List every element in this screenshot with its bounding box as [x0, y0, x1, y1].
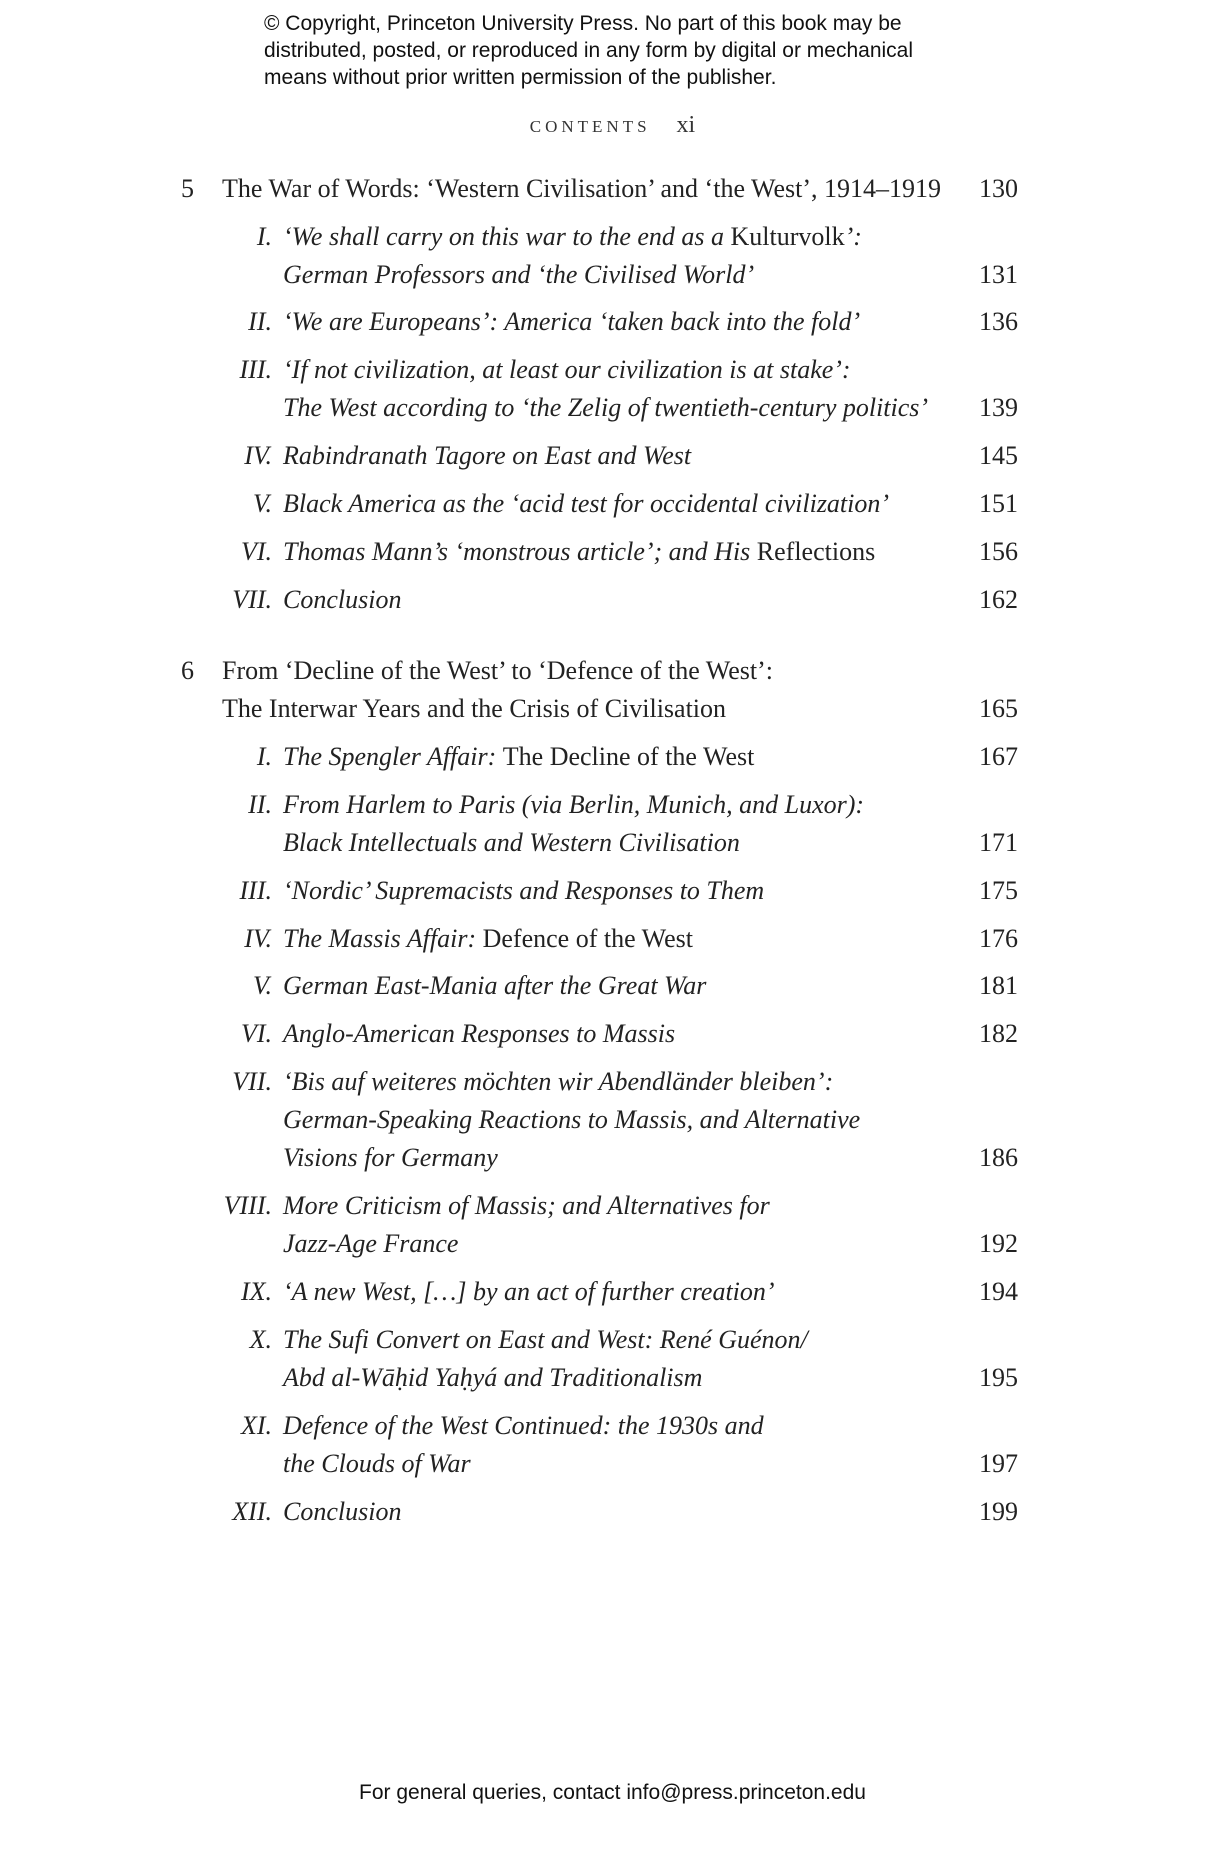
section-title-line: Jazz-Age France	[283, 1229, 459, 1258]
section-numeral: IX.	[240, 1277, 272, 1306]
section-title: ‘A new West, […] by an act of further creation’	[283, 1277, 775, 1306]
section-numeral: XI.	[240, 1411, 272, 1440]
section-title: Rabindranath Tagore on East and West	[283, 441, 692, 470]
section-title: Anglo-American Responses to Massis	[283, 1019, 676, 1048]
page-number: 136	[979, 307, 1018, 336]
page-number: 165	[979, 694, 1018, 723]
section-title-line: The Sufi Convert on East and West: René Guénon/	[283, 1325, 808, 1354]
section-numeral: V.	[252, 971, 272, 1000]
section-title: Conclusion	[283, 1497, 402, 1526]
section-numeral: VI.	[240, 537, 272, 566]
page-number: 195	[979, 1363, 1018, 1392]
section-title-line: From Harlem to Paris (via Berlin, Munich, and Luxor):	[283, 790, 865, 819]
chapter-title: The War of Words: ‘Western Civilisation’ and ‘the West’, 1914–1919	[222, 174, 942, 203]
section-numeral: VI.	[240, 1019, 272, 1048]
page-number: 175	[979, 876, 1018, 905]
chapter-title-line: From ‘Decline of the West’ to ‘Defence of the West’:	[222, 656, 774, 685]
section-title	[283, 920, 983, 958]
section-title	[283, 351, 983, 427]
section-numeral: V.	[252, 489, 272, 518]
section-numeral: XII.	[232, 1497, 272, 1526]
page-number: 197	[979, 1449, 1018, 1478]
section-title-line: ‘Bis auf weiteres möchten wir Abendländer bleiben’:	[283, 1067, 834, 1096]
section-title-text: Thomas Mann’s ‘monstrous article’; and His	[283, 537, 757, 566]
chapter-number: 6	[181, 656, 194, 685]
section-title	[283, 1407, 983, 1483]
section-title-upright: The Decline of the West	[502, 742, 755, 771]
section-numeral: X.	[249, 1325, 272, 1354]
section-numeral: II.	[248, 307, 272, 336]
section-title-upright: Kulturvolk	[730, 222, 845, 251]
section-title-upright: Defence of the West	[482, 924, 693, 953]
page-number: 194	[979, 1277, 1018, 1306]
section-numeral: VIII.	[223, 1191, 272, 1220]
chapter-title	[222, 652, 1002, 728]
section-title-line: Defence of the West Continued: the 1930s and	[283, 1411, 764, 1440]
section-title	[283, 533, 983, 571]
section-numeral: IV.	[244, 441, 272, 470]
page-number: 156	[979, 537, 1018, 566]
section-title: German East-Mania after the Great War	[283, 971, 707, 1000]
section-title	[283, 1187, 983, 1263]
page-folio: xi	[676, 112, 696, 138]
section-title: ‘We are Europeans’: America ‘taken back into the fold’	[283, 307, 861, 336]
page-number: 176	[979, 924, 1018, 953]
copyright-line: distributed, posted, or reproduced in any form by digital or mechanical	[264, 39, 914, 62]
page-number: 167	[979, 742, 1018, 771]
section-numeral: VII.	[232, 585, 272, 614]
section-title-line: Abd al-Wāḥid Yaḥyá and Traditionalism	[283, 1363, 703, 1392]
page-number: 171	[979, 828, 1018, 857]
page-number: 181	[979, 971, 1018, 1000]
page-number: 162	[979, 585, 1018, 614]
section-numeral: III.	[239, 876, 272, 905]
page-number: 130	[979, 174, 1018, 203]
section-title-line: The West according to ‘the Zelig of twentieth-century politics’	[283, 393, 929, 422]
chapter-title-line: The Interwar Years and the Crisis of Civilisation	[222, 694, 727, 723]
section-title-line: German Professors and ‘the Civilised World’	[283, 260, 755, 289]
page-number: 182	[979, 1019, 1018, 1048]
section-numeral: IV.	[244, 924, 272, 953]
section-numeral: I.	[256, 222, 272, 251]
section-title-text: ‘We shall carry on this war to the end as a	[283, 222, 731, 251]
section-title	[283, 1063, 983, 1177]
section-title-upright: Reflections	[756, 537, 876, 566]
section-title-text: ’:	[844, 222, 862, 251]
page-number: 139	[979, 393, 1018, 422]
section-title-line: German-Speaking Reactions to Massis, and Alternative	[283, 1105, 861, 1134]
section-title-text: The Spengler Affair:	[283, 742, 503, 771]
section-title-line: More Criticism of Massis; and Alternatives for	[283, 1191, 770, 1220]
page-number: 199	[979, 1497, 1018, 1526]
section-title	[283, 218, 983, 294]
section-title: ‘Nordic’ Supremacists and Responses to Them	[283, 876, 765, 905]
section-title	[283, 1321, 983, 1397]
section-title: Black America as the ‘acid test for occidental civilization’	[283, 489, 890, 518]
section-title-line: the Clouds of War	[283, 1449, 471, 1478]
section-title: Conclusion	[283, 585, 402, 614]
copyright-line: © Copyright, Princeton University Press. No part of this book may be	[264, 12, 902, 35]
running-head-label: CONTENTS	[529, 117, 651, 136]
page-number: 192	[979, 1229, 1018, 1258]
section-numeral: VII.	[232, 1067, 272, 1096]
section-title	[283, 738, 983, 776]
section-numeral: I.	[256, 742, 272, 771]
chapter-number: 5	[181, 174, 194, 203]
section-title-line: Black Intellectuals and Western Civilisation	[283, 828, 740, 857]
section-title-line: ‘If not civilization, at least our civilization is at stake’:	[283, 355, 851, 384]
page-number: 131	[979, 260, 1018, 289]
section-numeral: III.	[239, 355, 272, 384]
footer-contact: For general queries, contact info@press.princeton.edu	[359, 1781, 866, 1804]
section-numeral: II.	[248, 790, 272, 819]
page-number: 151	[979, 489, 1018, 518]
section-title	[283, 786, 983, 862]
page-number: 145	[979, 441, 1018, 470]
section-title-text: The Massis Affair:	[283, 924, 483, 953]
copyright-line: means without prior written permission of the publisher.	[264, 66, 777, 89]
section-title-line: Visions for Germany	[283, 1143, 498, 1172]
page-number: 186	[979, 1143, 1018, 1172]
